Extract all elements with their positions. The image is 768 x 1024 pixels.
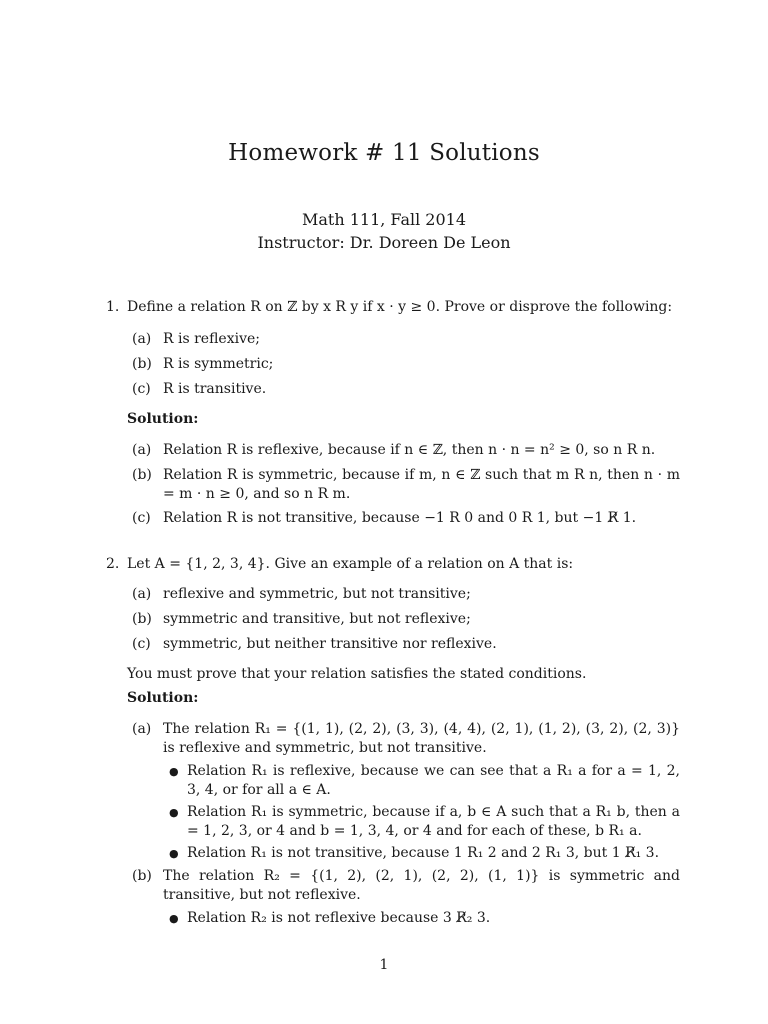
list-item: (a) The relation R₁ = {(1, 1), (2, 2), (3, 3), (4, 4), (2, 1), (1, 2), (3, 2), (2, 3)} is reflexive and symmetric, but not transitive. (132, 721, 680, 756)
list-item: (b) R is symmetric; (132, 356, 274, 372)
main-content (106, 298, 680, 928)
bullet-icon: ● (169, 806, 179, 819)
page-title: Homework # 11 Solutions (228, 140, 540, 166)
list-item: (b) Relation R is symmetric, because if m, n ∈ ℤ such that m R n, then n · m = m · n ≥ 0, and so n R m. (132, 467, 680, 502)
bullet-item: ● Relation R₂ is not reflexive because 3 R̸₂ 3. (163, 909, 680, 928)
instructor-line: Instructor: Dr. Doreen De Leon (257, 233, 511, 252)
list-item: (b) The relation R₂ = {(1, 2), (2, 1), (2, 2), (1, 1)} is symmetric and transitive, but not reflexive. (132, 868, 680, 903)
problem-1-solutions (106, 441, 680, 528)
bullet-icon: ● (169, 912, 179, 925)
problem-2-parts (106, 585, 680, 654)
problem-statement: Let A = {1, 2, 3, 4}. Give an example of a relation on A that is: (127, 556, 574, 572)
list-item: (c) Relation R is not transitive, because −1 R 0 and 0 R 1, but −1 R̸ 1. (132, 510, 637, 526)
list-item: (c) R is transitive. (132, 381, 267, 397)
problem-1-parts (106, 330, 680, 399)
bullet-icon: ● (169, 765, 179, 778)
problem-2-solutions (106, 720, 680, 928)
solution-heading: Solution: (127, 411, 199, 427)
solution-heading: Solution: (127, 690, 199, 706)
list-item: (a) R is reflexive; (132, 331, 260, 347)
bullet-list (106, 909, 680, 928)
bullet-item: ● Relation R₁ is not transitive, because 1 R₁ 2 and 2 R₁ 3, but 1 R̸₁ 3. (163, 844, 680, 863)
instruction-text: You must prove that your relation satisfies the stated conditions. (127, 666, 587, 682)
bullet-item: ● Relation R₁ is symmetric, because if a, b ∈ A such that a R₁ b, then a = 1, 2, 3, or 4 and b = 1, 3, 4, or 4 and for each of these, b R₁ a. (163, 803, 680, 841)
bullet-icon: ● (169, 847, 179, 860)
list-item: (a) Relation R is reflexive, because if n ∈ ℤ, then n · n = n² ≥ 0, so n R n. (132, 442, 656, 458)
list-item: (b) symmetric and transitive, but not reflexive; (132, 611, 471, 627)
page-number: 1 (379, 957, 389, 973)
problem-2 (106, 555, 680, 574)
bullet-item: ● Relation R₁ is reflexive, because we can see that a R₁ a for a = 1, 2, 3, 4, or for all a ∈ A. (163, 762, 680, 800)
list-item: (c) symmetric, but neither transitive nor reflexive. (132, 636, 497, 652)
problem-1 (106, 298, 680, 317)
problem-number: 2. (106, 556, 120, 572)
problem-number: 1. (106, 299, 120, 315)
course-line: Math 111, Fall 2014 (301, 210, 467, 229)
problem-statement: Define a relation R on ℤ by x R y if x · y ≥ 0. Prove or disprove the following: (127, 299, 673, 315)
list-item: (a) reflexive and symmetric, but not transitive; (132, 586, 471, 602)
bullet-list (106, 762, 680, 863)
